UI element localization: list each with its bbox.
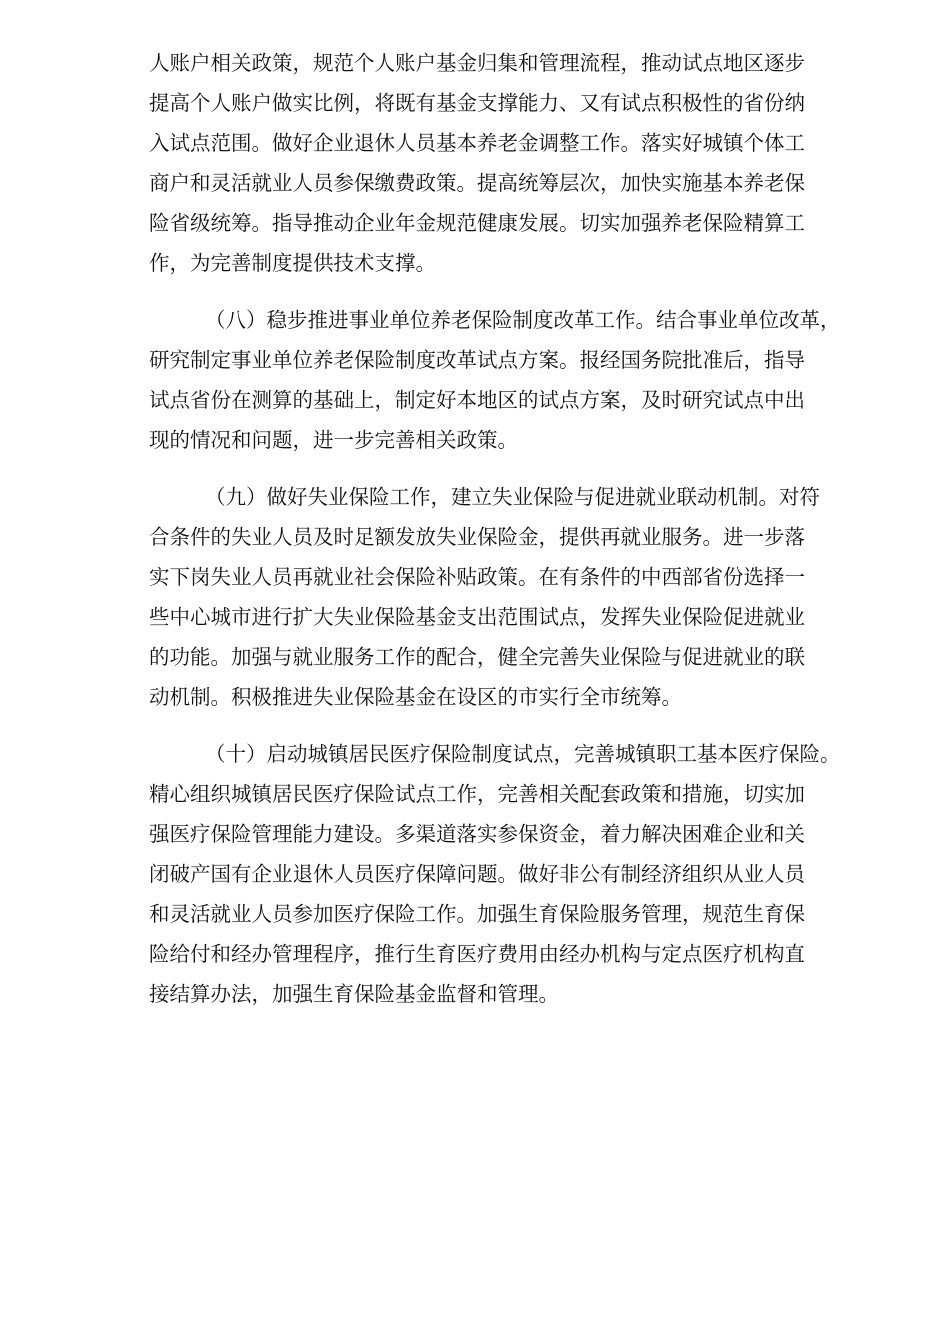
text-line: 险省级统筹。指导推动企业年金规范健康发展。切实加强养老保险精算工 — [149, 211, 805, 235]
paragraph-item-9 — [149, 477, 879, 717]
text-line: 些中心城市进行扩大失业保险基金支出范围试点，发挥失业保险促进就业 — [149, 605, 805, 629]
text-line: 和灵活就业人员参加医疗保险工作。加强生育保险服务管理，规范生育保 — [149, 902, 805, 926]
paragraph-item-8 — [149, 300, 879, 460]
paragraph-item-10 — [149, 734, 879, 1014]
paragraph-continuation — [149, 43, 879, 283]
text-line: 作，为完善制度提供技术支撑。 — [149, 251, 436, 275]
text-line: 强医疗保险管理能力建设。多渠道落实参保资金，着力解决困难企业和关 — [149, 822, 805, 846]
text-line: 研究制定事业单位养老保险制度改革试点方案。报经国务院批准后，指导 — [149, 348, 805, 372]
text-line: 试点省份在测算的基础上，制定好本地区的试点方案，及时研究试点中出 — [149, 388, 805, 412]
text-line: 实下岗失业人员再就业社会保险补贴政策。在有条件的中西部省份选择一 — [149, 565, 805, 589]
text-line: 人账户相关政策，规范个人账户基金归集和管理流程，推动试点地区逐步 — [149, 51, 805, 75]
paragraph-heading-line: （八）稳步推进事业单位养老保险制度改革工作。结合事业单位改革， — [205, 308, 841, 332]
paragraph-heading-line: （九）做好失业保险工作，建立失业保险与促进就业联动机制。对符 — [205, 485, 820, 509]
text-line: 的功能。加强与就业服务工作的配合，健全完善失业保险与促进就业的联 — [149, 645, 805, 669]
text-line: 提高个人账户做实比例，将既有基金支撑能力、又有试点积极性的省份纳 — [149, 91, 805, 115]
paragraph-gap — [149, 717, 879, 734]
text-line: 现的情况和问题，进一步完善相关政策。 — [149, 428, 518, 452]
text-line: 入试点范围。做好企业退休人员基本养老金调整工作。落实好城镇个体工 — [149, 131, 805, 155]
text-line: 险给付和经办管理程序，推行生育医疗费用由经办机构与定点医疗机构直 — [149, 942, 805, 966]
paragraph-gap — [149, 460, 879, 477]
paragraph-gap — [149, 283, 879, 300]
text-line: 接结算办法，加强生育保险基金监督和管理。 — [149, 982, 559, 1006]
text-line: 动机制。积极推进失业保险基金在设区的市实行全市统筹。 — [149, 685, 682, 709]
paragraph-heading-line: （十）启动城镇居民医疗保险制度试点，完善城镇职工基本医疗保险。 — [205, 742, 841, 766]
text-line: 合条件的失业人员及时足额发放失业保险金，提供再就业服务。进一步落 — [149, 525, 805, 549]
document-body — [149, 43, 879, 1014]
text-line: 精心组织城镇居民医疗保险试点工作，完善相关配套政策和措施，切实加 — [149, 782, 805, 806]
text-line: 闭破产国有企业退休人员医疗保障问题。做好非公有制经济组织从业人员 — [149, 862, 805, 886]
text-line: 商户和灵活就业人员参保缴费政策。提高统筹层次，加快实施基本养老保 — [149, 171, 805, 195]
